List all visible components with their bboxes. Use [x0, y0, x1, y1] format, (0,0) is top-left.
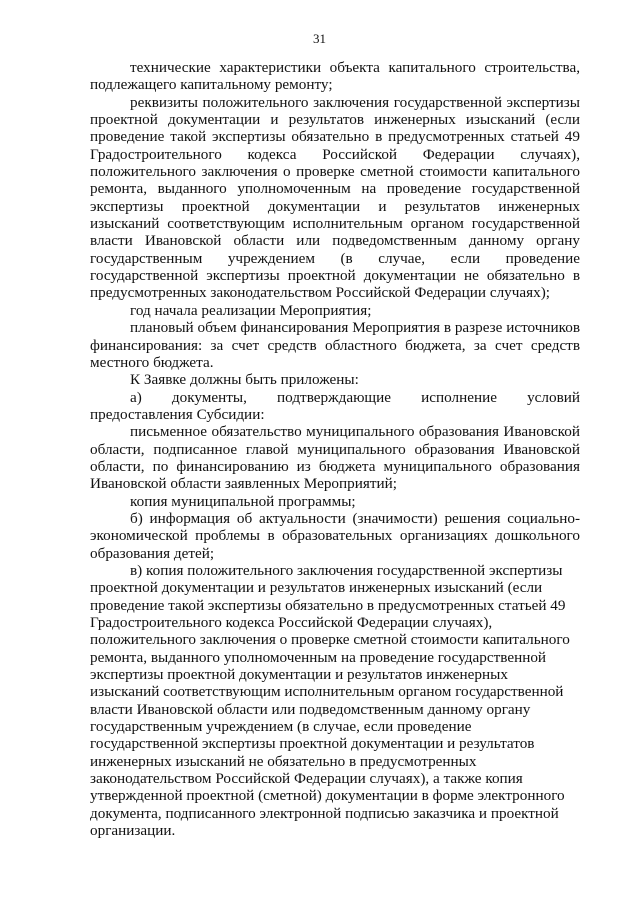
- page-number: 31: [313, 31, 326, 46]
- paragraph-item-a: а) документы, подтверждающие исполнение условий предоставления Субсидии:: [90, 388, 580, 423]
- paragraph-expertise-requisites: реквизиты положительного заключения государственной экспертизы проектной документации и результатов инженерных изысканий (если проведение такой экспертизы обязательно в предусмотренных статьей 49 Градостроительного кодекса Российской Федерации случаях), положительного заключения о проверке сметной стоимости капитального ремонта, выданного уполномоченным на проведение государственной экспертизы проектной документации и результатов инженерных изысканий соответствующим исполнительным органом государственной власти Ивановской области или подведомственным данному органу государственным учреждением (в случае, если проведение государственной экспертизы проектной документации не обязательно в предусмотренных законодательством Российской Федерации случаях);: [90, 93, 580, 302]
- paragraph-municipal-program-copy: копия муниципальной программы;: [130, 492, 356, 510]
- paragraph-item-b: б) информация об актуальности (значимости) решения социально-экономической проблемы в образовательных организациях дошкольного образования детей;: [90, 509, 580, 562]
- paragraph-written-obligation: письменное обязательство муниципального образования Ивановской области, подписанное главой муниципального образования Ивановской области, по финансированию из бюджета муниципального образования Ивановской области заявленных Мероприятий;: [90, 423, 580, 493]
- paragraph-attachments-intro: К Заявке должны быть приложены:: [130, 371, 359, 389]
- document-body: [90, 59, 580, 839]
- paragraph-item-v: в) копия положительного заключения государственной экспертизы проектной документации и результатов инженерных изысканий (если проведение такой экспертизы обязательно в предусмотренных статьей 49 Градостроительного кодекса Российской Федерации случаях), положительного заключения о проверке сметной стоимости капитального ремонта, выданного уполномоченным на проведение государственной экспертизы проектной документации и результатов инженерных изысканий соответствующим исполнительным органом государственной власти Ивановской области или подведомственным данному органу государственным учреждением (в случае, если проведение государственной экспертизы проектной документации и результатов инженерных изысканий не обязательно в предусмотренных законодательством Российской Федерации случаях), а также копия утвержденной проектной (сметной) документации в форме электронного документа, подписанного электронной подписью заказчика и проектной организации.: [90, 561, 570, 840]
- paragraph-technical-characteristics: технические характеристики объекта капитального строительства, подлежащего капитальному ремонту;: [90, 59, 580, 94]
- paragraph-start-year: год начала реализации Мероприятия;: [130, 301, 372, 319]
- paragraph-planned-funding: плановый объем финансирования Мероприятия в разрезе источников финансирования: за счет средств областного бюджета, за счет средств местного бюджета.: [90, 319, 580, 371]
